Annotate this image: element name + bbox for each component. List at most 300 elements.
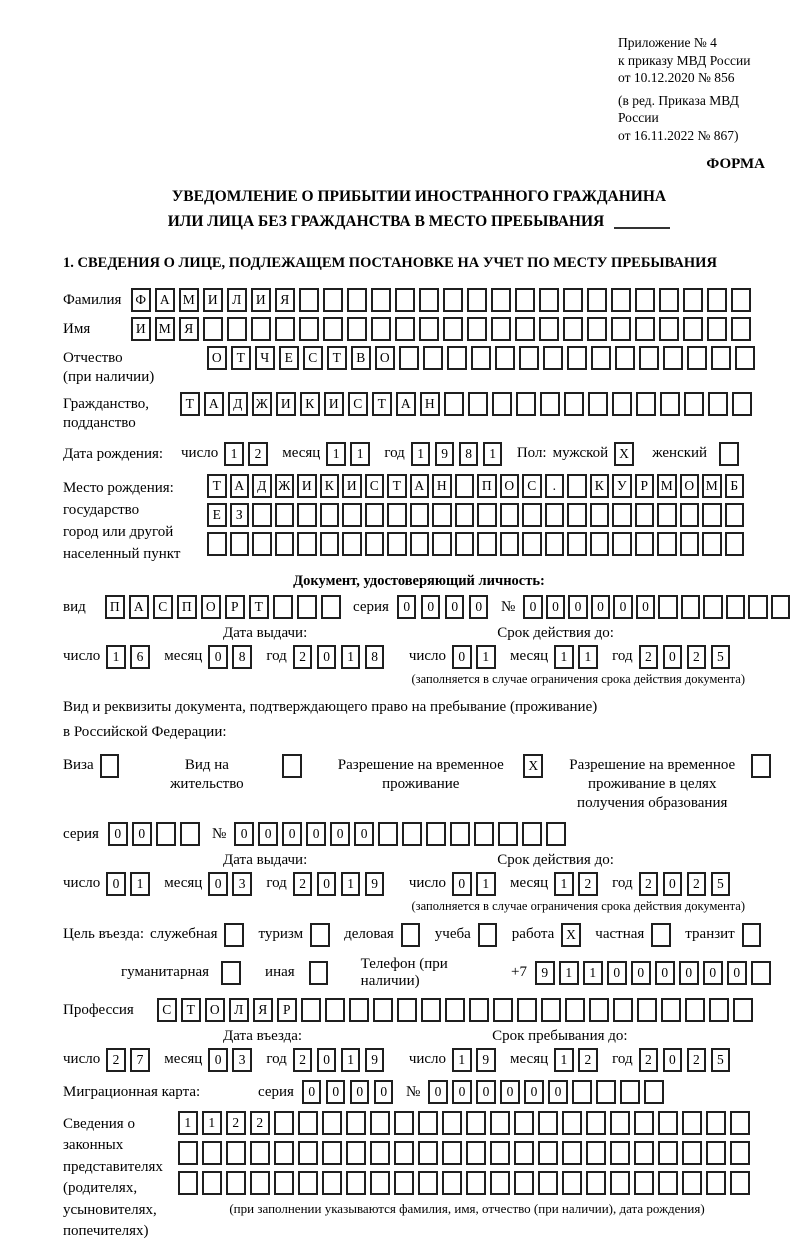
birthplace-cell[interactable]: К xyxy=(590,474,610,498)
doc-kind-cell[interactable]: А xyxy=(129,595,149,619)
identity-issue-year-cell[interactable]: 1 xyxy=(341,645,361,669)
surname-cell[interactable] xyxy=(731,288,751,312)
birthplace-cell[interactable]: . xyxy=(545,474,565,498)
patronymic-cell[interactable]: О xyxy=(375,346,395,370)
surname-cell[interactable] xyxy=(491,288,511,312)
representatives-cell[interactable] xyxy=(442,1141,462,1165)
doc-number-cell[interactable]: 0 xyxy=(636,595,656,619)
doc-kind-cell[interactable]: С xyxy=(153,595,173,619)
doc-kind-cell[interactable]: П xyxy=(177,595,197,619)
firstname-cell[interactable] xyxy=(707,317,727,341)
representatives-cell[interactable] xyxy=(274,1111,294,1135)
entry-day-cell[interactable]: 2 xyxy=(106,1048,126,1072)
birthplace-cell[interactable] xyxy=(252,503,272,527)
doc-kind-cell[interactable]: П xyxy=(105,595,125,619)
firstname-cell[interactable] xyxy=(731,317,751,341)
firstname-cell[interactable] xyxy=(299,317,319,341)
purpose-study-checkbox[interactable] xyxy=(478,923,498,947)
representatives-cell[interactable] xyxy=(178,1171,198,1195)
identity-valid-day-cell[interactable]: 0 xyxy=(452,645,472,669)
profession-cell[interactable]: Р xyxy=(277,998,297,1022)
surname-cell[interactable] xyxy=(395,288,415,312)
representatives-cell[interactable] xyxy=(442,1111,462,1135)
firstname-cell[interactable] xyxy=(371,317,391,341)
surname-cell[interactable] xyxy=(563,288,583,312)
profession-cell[interactable] xyxy=(373,998,393,1022)
doc-number-cell[interactable] xyxy=(658,595,678,619)
sex-male-checkbox[interactable] xyxy=(614,442,638,466)
representatives-cell[interactable] xyxy=(562,1171,582,1195)
representatives-cell[interactable] xyxy=(346,1111,366,1135)
birthplace-cell[interactable] xyxy=(455,474,475,498)
phone-digit-cell[interactable]: 0 xyxy=(631,961,651,985)
surname-cell[interactable] xyxy=(515,288,535,312)
citizenship-cell[interactable] xyxy=(564,392,584,416)
purpose-work-checkbox[interactable] xyxy=(561,923,585,947)
citizenship-cell[interactable] xyxy=(444,392,464,416)
residence-issue-year-cell[interactable]: 1 xyxy=(341,872,361,896)
representatives-cell[interactable]: 2 xyxy=(250,1111,270,1135)
birthplace-cell[interactable] xyxy=(432,532,452,556)
representatives-cell[interactable] xyxy=(682,1141,702,1165)
citizenship-cell[interactable]: И xyxy=(276,392,296,416)
birthplace-cell[interactable] xyxy=(635,503,655,527)
residence-number-cell[interactable] xyxy=(546,822,566,846)
entry-year-cell[interactable]: 0 xyxy=(317,1048,337,1072)
birthplace-cell[interactable]: О xyxy=(500,474,520,498)
surname-cell[interactable] xyxy=(419,288,439,312)
purpose-humanitarian-checkbox[interactable] xyxy=(221,961,245,985)
doc-number-cell[interactable] xyxy=(681,595,701,619)
profession-cell[interactable]: Л xyxy=(229,998,249,1022)
representatives-cell[interactable] xyxy=(466,1141,486,1165)
surname-cell[interactable]: М xyxy=(179,288,199,312)
representatives-cell[interactable] xyxy=(490,1171,510,1195)
citizenship-cell[interactable] xyxy=(468,392,488,416)
birth-month-cell[interactable]: 1 xyxy=(326,442,346,466)
representatives-cell[interactable] xyxy=(322,1171,342,1195)
representatives-cell[interactable]: 1 xyxy=(202,1111,222,1135)
firstname-cell[interactable] xyxy=(203,317,223,341)
birthplace-cell[interactable] xyxy=(275,532,295,556)
doc-number-cell[interactable] xyxy=(703,595,723,619)
purpose-tourism-checkbox[interactable] xyxy=(310,923,334,947)
birthplace-cell[interactable] xyxy=(545,532,565,556)
residence-permit-checkbox[interactable] xyxy=(282,754,306,778)
birth-day-cell[interactable]: 1 xyxy=(224,442,244,466)
representatives-cell[interactable] xyxy=(202,1171,222,1195)
birthplace-cell[interactable] xyxy=(297,503,317,527)
representatives-cell[interactable] xyxy=(250,1141,270,1165)
surname-cell[interactable] xyxy=(683,288,703,312)
representatives-cell[interactable] xyxy=(370,1171,390,1195)
citizenship-cell[interactable] xyxy=(732,392,752,416)
representatives-cell[interactable] xyxy=(682,1111,702,1135)
purpose-transit-checkbox[interactable] xyxy=(742,923,762,947)
residence-number-cell[interactable]: 0 xyxy=(330,822,350,846)
doc-number-cell[interactable]: 0 xyxy=(591,595,611,619)
citizenship-cell[interactable] xyxy=(540,392,560,416)
representatives-cell[interactable] xyxy=(562,1141,582,1165)
residence-issue-day-cell[interactable]: 1 xyxy=(130,872,150,896)
surname-cell[interactable] xyxy=(443,288,463,312)
identity-issue-month-cell[interactable]: 8 xyxy=(232,645,252,669)
patronymic-cell[interactable] xyxy=(639,346,659,370)
representatives-cell[interactable] xyxy=(298,1141,318,1165)
representatives-cell[interactable] xyxy=(178,1141,198,1165)
surname-cell[interactable]: А xyxy=(155,288,175,312)
temp-residence-education-checkbox[interactable] xyxy=(751,754,775,778)
firstname-cell[interactable] xyxy=(563,317,583,341)
representatives-cell[interactable] xyxy=(610,1171,630,1195)
stay-year-cell[interactable]: 5 xyxy=(711,1048,731,1072)
patronymic-cell[interactable] xyxy=(711,346,731,370)
identity-valid-year-cell[interactable]: 5 xyxy=(711,645,731,669)
birthplace-cell[interactable] xyxy=(230,532,250,556)
residence-valid-month-cell[interactable]: 1 xyxy=(554,872,574,896)
surname-cell[interactable] xyxy=(371,288,391,312)
representatives-cell[interactable] xyxy=(490,1141,510,1165)
purpose-business-checkbox[interactable] xyxy=(224,923,248,947)
birthplace-cell[interactable] xyxy=(207,532,227,556)
birthplace-cell[interactable] xyxy=(612,532,632,556)
firstname-cell[interactable]: И xyxy=(131,317,151,341)
identity-issue-year-cell[interactable]: 2 xyxy=(293,645,313,669)
purpose-commercial-checkbox[interactable] xyxy=(401,923,421,947)
birthplace-cell[interactable] xyxy=(365,532,385,556)
representatives-cell[interactable] xyxy=(322,1111,342,1135)
representatives-cell[interactable] xyxy=(586,1171,606,1195)
citizenship-cell[interactable]: Д xyxy=(228,392,248,416)
representatives-cell[interactable] xyxy=(394,1141,414,1165)
visa-checkbox[interactable] xyxy=(100,754,124,778)
citizenship-cell[interactable]: Ж xyxy=(252,392,272,416)
citizenship-cell[interactable]: Т xyxy=(372,392,392,416)
birthplace-cell[interactable]: И xyxy=(342,474,362,498)
birth-year-cell[interactable]: 9 xyxy=(435,442,455,466)
phone-digit-cell[interactable]: 0 xyxy=(703,961,723,985)
representatives-cell[interactable] xyxy=(394,1171,414,1195)
purpose-transit-checkbox[interactable] xyxy=(742,923,766,947)
citizenship-cell[interactable] xyxy=(684,392,704,416)
patronymic-cell[interactable] xyxy=(447,346,467,370)
residence-number-cell[interactable]: 0 xyxy=(258,822,278,846)
birth-day-cell[interactable]: 2 xyxy=(248,442,268,466)
stay-day-cell[interactable]: 1 xyxy=(452,1048,472,1072)
citizenship-cell[interactable]: Т xyxy=(180,392,200,416)
representatives-cell[interactable] xyxy=(706,1111,726,1135)
residence-issue-day-cell[interactable]: 0 xyxy=(106,872,126,896)
profession-cell[interactable]: С xyxy=(157,998,177,1022)
birthplace-cell[interactable] xyxy=(252,532,272,556)
profession-cell[interactable] xyxy=(421,998,441,1022)
patronymic-cell[interactable]: С xyxy=(303,346,323,370)
birth-month-cell[interactable]: 1 xyxy=(350,442,370,466)
representatives-cell[interactable] xyxy=(562,1111,582,1135)
birthplace-cell[interactable] xyxy=(320,532,340,556)
phone-digit-cell[interactable]: 1 xyxy=(559,961,579,985)
profession-cell[interactable] xyxy=(397,998,417,1022)
birthplace-cell[interactable] xyxy=(410,532,430,556)
representatives-cell[interactable] xyxy=(442,1171,462,1195)
birthplace-cell[interactable] xyxy=(410,503,430,527)
residence-number-cell[interactable] xyxy=(450,822,470,846)
identity-valid-year-cell[interactable]: 2 xyxy=(639,645,659,669)
birthplace-cell[interactable] xyxy=(342,532,362,556)
firstname-cell[interactable] xyxy=(659,317,679,341)
birthplace-cell[interactable]: П xyxy=(477,474,497,498)
representatives-cell[interactable] xyxy=(466,1111,486,1135)
firstname-cell[interactable] xyxy=(539,317,559,341)
birthplace-cell[interactable]: А xyxy=(410,474,430,498)
residence-series-cell[interactable] xyxy=(156,822,176,846)
sex-female-checkbox[interactable] xyxy=(719,442,743,466)
stay-year-cell[interactable]: 2 xyxy=(687,1048,707,1072)
surname-cell[interactable]: Ф xyxy=(131,288,151,312)
patronymic-cell[interactable] xyxy=(591,346,611,370)
representatives-cell[interactable] xyxy=(298,1111,318,1135)
surname-cell[interactable]: Я xyxy=(275,288,295,312)
birthplace-cell[interactable] xyxy=(500,532,520,556)
representatives-cell[interactable] xyxy=(730,1141,750,1165)
birthplace-cell[interactable]: И xyxy=(297,474,317,498)
residence-number-cell[interactable]: 0 xyxy=(306,822,326,846)
birthplace-cell[interactable]: Ж xyxy=(275,474,295,498)
birthplace-cell[interactable]: Т xyxy=(387,474,407,498)
migration-number-cell[interactable] xyxy=(572,1080,592,1104)
birthplace-cell[interactable] xyxy=(590,503,610,527)
residence-issue-month-cell[interactable]: 0 xyxy=(208,872,228,896)
citizenship-cell[interactable] xyxy=(708,392,728,416)
migration-number-cell[interactable] xyxy=(620,1080,640,1104)
firstname-cell[interactable] xyxy=(395,317,415,341)
birthplace-cell[interactable] xyxy=(680,532,700,556)
firstname-cell[interactable] xyxy=(419,317,439,341)
birthplace-cell[interactable] xyxy=(657,503,677,527)
identity-issue-day-cell[interactable]: 1 xyxy=(106,645,126,669)
profession-cell[interactable] xyxy=(493,998,513,1022)
representatives-cell[interactable] xyxy=(586,1141,606,1165)
birthplace-cell[interactable]: Д xyxy=(252,474,272,498)
residence-number-cell[interactable] xyxy=(378,822,398,846)
purpose-private-checkbox[interactable] xyxy=(651,923,675,947)
profession-cell[interactable]: Я xyxy=(253,998,273,1022)
migration-series-cell[interactable]: 0 xyxy=(326,1080,346,1104)
surname-cell[interactable] xyxy=(299,288,319,312)
profession-cell[interactable] xyxy=(661,998,681,1022)
profession-cell[interactable] xyxy=(301,998,321,1022)
representatives-cell[interactable] xyxy=(226,1141,246,1165)
citizenship-cell[interactable]: К xyxy=(300,392,320,416)
birthplace-cell[interactable] xyxy=(567,503,587,527)
doc-kind-cell[interactable] xyxy=(321,595,341,619)
representatives-cell[interactable] xyxy=(298,1171,318,1195)
birthplace-cell[interactable]: Т xyxy=(207,474,227,498)
patronymic-cell[interactable]: Т xyxy=(231,346,251,370)
representatives-cell[interactable] xyxy=(274,1171,294,1195)
patronymic-cell[interactable]: О xyxy=(207,346,227,370)
patronymic-cell[interactable] xyxy=(399,346,419,370)
citizenship-cell[interactable]: С xyxy=(348,392,368,416)
firstname-cell[interactable] xyxy=(227,317,247,341)
birthplace-cell[interactable] xyxy=(455,532,475,556)
representatives-cell[interactable] xyxy=(658,1171,678,1195)
profession-cell[interactable] xyxy=(709,998,729,1022)
migration-series-cell[interactable]: 0 xyxy=(374,1080,394,1104)
representatives-cell[interactable] xyxy=(250,1171,270,1195)
representatives-cell[interactable] xyxy=(706,1171,726,1195)
profession-cell[interactable] xyxy=(541,998,561,1022)
doc-number-cell[interactable] xyxy=(771,595,791,619)
residence-number-cell[interactable] xyxy=(522,822,542,846)
birthplace-cell[interactable]: Б xyxy=(725,474,745,498)
birthplace-cell[interactable] xyxy=(680,503,700,527)
residence-number-cell[interactable]: 0 xyxy=(234,822,254,846)
phone-digit-cell[interactable]: 0 xyxy=(679,961,699,985)
firstname-cell[interactable] xyxy=(683,317,703,341)
representatives-cell[interactable] xyxy=(394,1111,414,1135)
residence-number-cell[interactable] xyxy=(498,822,518,846)
birthplace-cell[interactable]: Р xyxy=(635,474,655,498)
representatives-cell[interactable] xyxy=(610,1111,630,1135)
profession-cell[interactable] xyxy=(589,998,609,1022)
firstname-cell[interactable] xyxy=(275,317,295,341)
residence-valid-year-cell[interactable]: 2 xyxy=(639,872,659,896)
birthplace-cell[interactable] xyxy=(657,532,677,556)
identity-valid-year-cell[interactable]: 0 xyxy=(663,645,683,669)
representatives-cell[interactable] xyxy=(346,1171,366,1195)
residence-valid-day-cell[interactable]: 0 xyxy=(452,872,472,896)
representatives-cell[interactable] xyxy=(418,1171,438,1195)
representatives-cell[interactable] xyxy=(730,1111,750,1135)
migration-series-cell[interactable]: 0 xyxy=(302,1080,322,1104)
patronymic-cell[interactable] xyxy=(567,346,587,370)
firstname-cell[interactable] xyxy=(323,317,343,341)
representatives-cell[interactable] xyxy=(538,1111,558,1135)
birthplace-cell[interactable] xyxy=(635,532,655,556)
purpose-work-checkbox[interactable]: X xyxy=(561,923,581,947)
stay-day-cell[interactable]: 9 xyxy=(476,1048,496,1072)
representatives-cell[interactable] xyxy=(634,1171,654,1195)
patronymic-cell[interactable] xyxy=(663,346,683,370)
doc-number-cell[interactable]: 0 xyxy=(613,595,633,619)
residence-issue-month-cell[interactable]: 3 xyxy=(232,872,252,896)
firstname-cell[interactable]: М xyxy=(155,317,175,341)
patronymic-cell[interactable] xyxy=(687,346,707,370)
patronymic-cell[interactable]: Е xyxy=(279,346,299,370)
birthplace-cell[interactable] xyxy=(365,503,385,527)
birth-year-cell[interactable]: 8 xyxy=(459,442,479,466)
patronymic-cell[interactable]: В xyxy=(351,346,371,370)
purpose-other-checkbox[interactable] xyxy=(309,961,329,985)
representatives-cell[interactable] xyxy=(490,1111,510,1135)
birthplace-cell[interactable] xyxy=(387,503,407,527)
residence-issue-year-cell[interactable]: 2 xyxy=(293,872,313,896)
profession-cell[interactable] xyxy=(325,998,345,1022)
entry-year-cell[interactable]: 1 xyxy=(341,1048,361,1072)
identity-valid-month-cell[interactable]: 1 xyxy=(554,645,574,669)
birthplace-cell[interactable]: З xyxy=(230,503,250,527)
stay-month-cell[interactable]: 2 xyxy=(578,1048,598,1072)
representatives-cell[interactable] xyxy=(514,1111,534,1135)
migration-number-cell[interactable]: 0 xyxy=(524,1080,544,1104)
representatives-cell[interactable] xyxy=(634,1111,654,1135)
representatives-cell[interactable] xyxy=(346,1141,366,1165)
residence-valid-year-cell[interactable]: 2 xyxy=(687,872,707,896)
birthplace-cell[interactable] xyxy=(725,503,745,527)
representatives-cell[interactable] xyxy=(706,1141,726,1165)
representatives-cell[interactable]: 1 xyxy=(178,1111,198,1135)
identity-issue-year-cell[interactable]: 0 xyxy=(317,645,337,669)
birthplace-cell[interactable] xyxy=(275,503,295,527)
representatives-cell[interactable] xyxy=(226,1171,246,1195)
surname-cell[interactable]: Л xyxy=(227,288,247,312)
identity-valid-day-cell[interactable]: 1 xyxy=(476,645,496,669)
surname-cell[interactable] xyxy=(347,288,367,312)
representatives-cell[interactable] xyxy=(634,1141,654,1165)
sex-female-checkbox[interactable] xyxy=(719,442,739,466)
migration-number-cell[interactable] xyxy=(596,1080,616,1104)
entry-month-cell[interactable]: 3 xyxy=(232,1048,252,1072)
citizenship-cell[interactable] xyxy=(636,392,656,416)
representatives-cell[interactable] xyxy=(274,1141,294,1165)
birthplace-cell[interactable]: С xyxy=(522,474,542,498)
birthplace-cell[interactable]: М xyxy=(657,474,677,498)
profession-cell[interactable] xyxy=(637,998,657,1022)
birthplace-cell[interactable] xyxy=(455,503,475,527)
identity-issue-year-cell[interactable]: 8 xyxy=(365,645,385,669)
migration-number-cell[interactable] xyxy=(644,1080,664,1104)
migration-number-cell[interactable]: 0 xyxy=(476,1080,496,1104)
representatives-cell[interactable] xyxy=(466,1171,486,1195)
temp-residence-education-checkbox[interactable] xyxy=(751,754,771,778)
representatives-cell[interactable] xyxy=(538,1141,558,1165)
birthplace-cell[interactable]: М xyxy=(702,474,722,498)
residence-number-cell[interactable] xyxy=(426,822,446,846)
citizenship-cell[interactable]: А xyxy=(204,392,224,416)
citizenship-cell[interactable] xyxy=(612,392,632,416)
purpose-tourism-checkbox[interactable] xyxy=(310,923,330,947)
patronymic-cell[interactable] xyxy=(735,346,755,370)
profession-cell[interactable] xyxy=(685,998,705,1022)
migration-number-cell[interactable]: 0 xyxy=(428,1080,448,1104)
sex-male-checkbox[interactable]: X xyxy=(614,442,634,466)
surname-cell[interactable] xyxy=(707,288,727,312)
birth-year-cell[interactable]: 1 xyxy=(483,442,503,466)
residence-series-cell[interactable]: 0 xyxy=(132,822,152,846)
birthplace-cell[interactable] xyxy=(477,532,497,556)
purpose-business-checkbox[interactable] xyxy=(224,923,244,947)
birthplace-cell[interactable]: Н xyxy=(432,474,452,498)
birthplace-cell[interactable] xyxy=(320,503,340,527)
residence-valid-month-cell[interactable]: 2 xyxy=(578,872,598,896)
representatives-cell[interactable] xyxy=(370,1141,390,1165)
birthplace-cell[interactable] xyxy=(432,503,452,527)
migration-number-cell[interactable]: 0 xyxy=(452,1080,472,1104)
representatives-cell[interactable] xyxy=(538,1171,558,1195)
residence-issue-year-cell[interactable]: 0 xyxy=(317,872,337,896)
patronymic-cell[interactable] xyxy=(495,346,515,370)
firstname-cell[interactable] xyxy=(347,317,367,341)
firstname-cell[interactable]: Я xyxy=(179,317,199,341)
temp-residence-checkbox[interactable] xyxy=(523,754,547,778)
representatives-cell[interactable] xyxy=(418,1111,438,1135)
surname-cell[interactable] xyxy=(539,288,559,312)
birthplace-cell[interactable] xyxy=(567,474,587,498)
birthplace-cell[interactable] xyxy=(702,503,722,527)
phone-digit-cell[interactable]: 9 xyxy=(535,961,555,985)
residence-permit-checkbox[interactable] xyxy=(282,754,302,778)
